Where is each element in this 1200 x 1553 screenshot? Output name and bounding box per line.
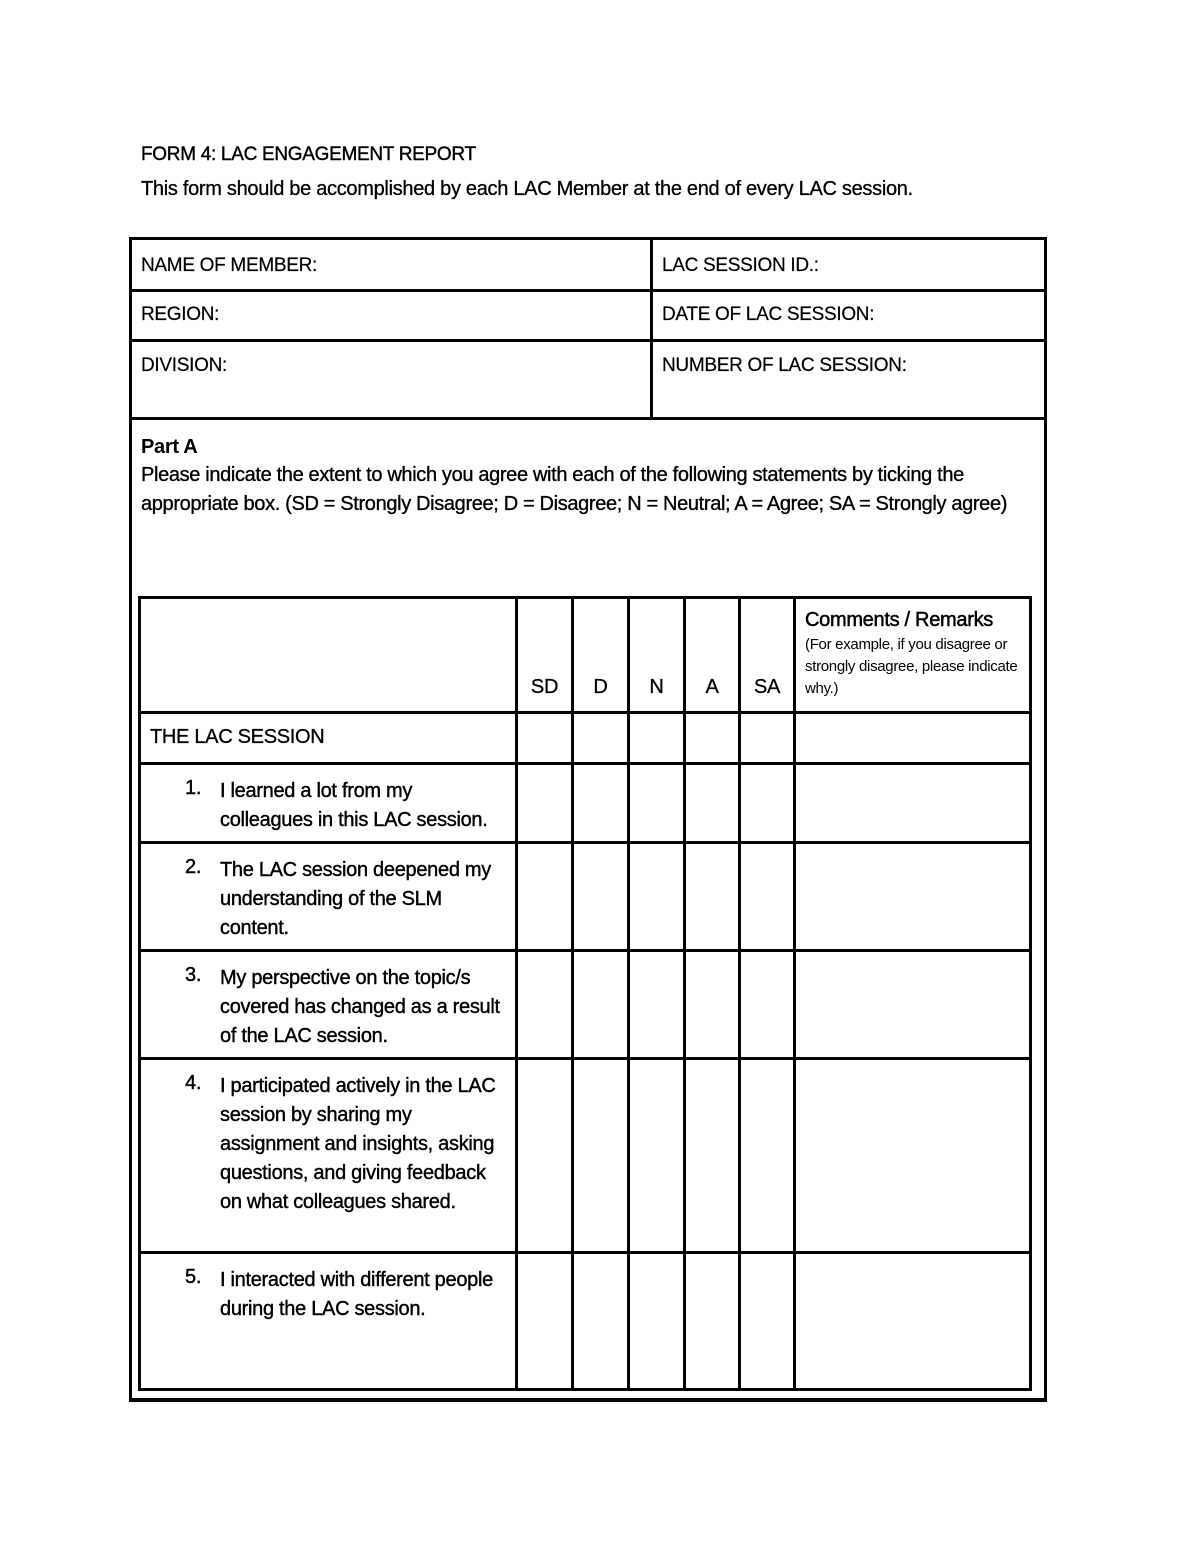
table-row: [140, 951, 1031, 1059]
rating-cell-sa[interactable]: [740, 1253, 795, 1390]
comments-cell[interactable]: [795, 764, 1031, 843]
rating-cell-d[interactable]: [573, 951, 629, 1059]
statement-number: 4.: [185, 1072, 202, 1094]
rating-cell-n[interactable]: [629, 1253, 685, 1390]
number-of-lac-session-label: NUMBER OF LAC SESSION:: [662, 355, 907, 376]
column-header-sd: SD: [517, 598, 573, 713]
statement-text: The LAC session deepened my understanding of the SLM content.: [220, 859, 491, 939]
info-row-3: [132, 342, 1044, 420]
rating-cell-sa[interactable]: [740, 764, 795, 843]
statement-column-header: [140, 598, 517, 713]
number-of-lac-session-field[interactable]: [653, 342, 1044, 417]
date-of-lac-session-label: DATE OF LAC SESSION:: [662, 304, 875, 325]
rating-cell-a[interactable]: [685, 764, 740, 843]
statement-text: I interacted with different people during the LAC session.: [220, 1269, 493, 1320]
name-of-member-label: NAME OF MEMBER:: [141, 255, 318, 276]
statement-1: [140, 764, 517, 843]
info-row-2: [132, 292, 1044, 342]
column-header-n: N: [629, 598, 685, 713]
statement-text: I learned a lot from my colleagues in this LAC session.: [220, 780, 488, 831]
rating-cell-d[interactable]: [573, 764, 629, 843]
rating-cell-sd[interactable]: [517, 764, 573, 843]
statement-number: 5.: [185, 1266, 202, 1288]
rating-cell-d[interactable]: [573, 1059, 629, 1253]
column-header-a: A: [685, 598, 740, 713]
statement-number: 3.: [185, 964, 202, 986]
column-header-d: D: [573, 598, 629, 713]
rating-cell-d[interactable]: [573, 843, 629, 951]
form-instructions: This form should be accomplished by each LAC Member at the end of every LAC session.: [141, 178, 913, 200]
rating-cell-d[interactable]: [573, 1253, 629, 1390]
comments-note: (For example, if you disagree or strongly disagree, please indicate why.): [805, 636, 1018, 697]
statement-number: 1.: [185, 777, 202, 799]
form-title: FORM 4: LAC ENGAGEMENT REPORT: [141, 144, 476, 165]
rating-cell-sd[interactable]: [517, 1059, 573, 1253]
statement-text: My perspective on the topic/s covered has changed as a result of the LAC session.: [220, 967, 500, 1047]
rating-cell-n[interactable]: [629, 951, 685, 1059]
info-row-1: [132, 240, 1044, 292]
statement-3: [140, 951, 517, 1059]
table-row: [140, 1059, 1031, 1253]
rating-cell-d[interactable]: [573, 713, 629, 764]
rating-cell-n[interactable]: [629, 843, 685, 951]
table-row: [140, 843, 1031, 951]
rating-table: [138, 596, 1032, 1391]
statement-text: I participated actively in the LAC session by sharing my assignment and insights, asking questions, and giving feedback on what colleagues shared.: [220, 1075, 496, 1213]
part-a-instructions: Please indicate the extent to which you agree with each of the following statements by ticking the appropriate box. (SD = Strongly Disagree; D = Disagree; N = Neutral; A = Agree; SA = Strongly agree): [141, 464, 1008, 515]
comments-column-header: [795, 598, 1031, 713]
rating-cell-sd[interactable]: [517, 951, 573, 1059]
rating-cell-sd[interactable]: [517, 843, 573, 951]
column-header-sa: SA: [740, 598, 795, 713]
region-field[interactable]: [132, 292, 650, 339]
rating-cell-a[interactable]: [685, 843, 740, 951]
statement-number: 2.: [185, 856, 202, 878]
date-of-lac-session-field[interactable]: [653, 292, 1044, 339]
lac-session-id-field[interactable]: [653, 240, 1044, 289]
rating-cell-sd[interactable]: [517, 713, 573, 764]
rating-cell-n[interactable]: [629, 713, 685, 764]
rating-cell-n[interactable]: [629, 764, 685, 843]
statement-5: [140, 1253, 517, 1390]
part-a-heading: Part A: [141, 436, 198, 458]
statement-2: [140, 843, 517, 951]
rating-cell-sa[interactable]: [740, 1059, 795, 1253]
rating-cell-sa[interactable]: [740, 713, 795, 764]
name-of-member-field[interactable]: [132, 240, 650, 289]
statement-4: [140, 1059, 517, 1253]
lac-session-id-label: LAC SESSION ID.:: [662, 255, 819, 276]
comments-cell[interactable]: [795, 713, 1031, 764]
table-row: [140, 1253, 1031, 1390]
section-row: [140, 713, 1031, 764]
rating-cell-sa[interactable]: [740, 843, 795, 951]
rating-cell-a[interactable]: [685, 1253, 740, 1390]
rating-cell-a[interactable]: [685, 951, 740, 1059]
comments-title: Comments / Remarks: [805, 609, 993, 631]
comments-cell[interactable]: [795, 1253, 1031, 1390]
rating-cell-sa[interactable]: [740, 951, 795, 1059]
rating-cell-n[interactable]: [629, 1059, 685, 1253]
region-label: REGION:: [141, 304, 220, 325]
division-label: DIVISION:: [141, 355, 227, 376]
table-header-row: [140, 598, 1031, 713]
comments-cell[interactable]: [795, 951, 1031, 1059]
section-label: THE LAC SESSION: [140, 713, 517, 764]
rating-cell-sd[interactable]: [517, 1253, 573, 1390]
comments-cell[interactable]: [795, 843, 1031, 951]
division-field[interactable]: [132, 342, 650, 417]
rating-cell-a[interactable]: [685, 713, 740, 764]
table-row: [140, 764, 1031, 843]
comments-cell[interactable]: [795, 1059, 1031, 1253]
rating-cell-a[interactable]: [685, 1059, 740, 1253]
